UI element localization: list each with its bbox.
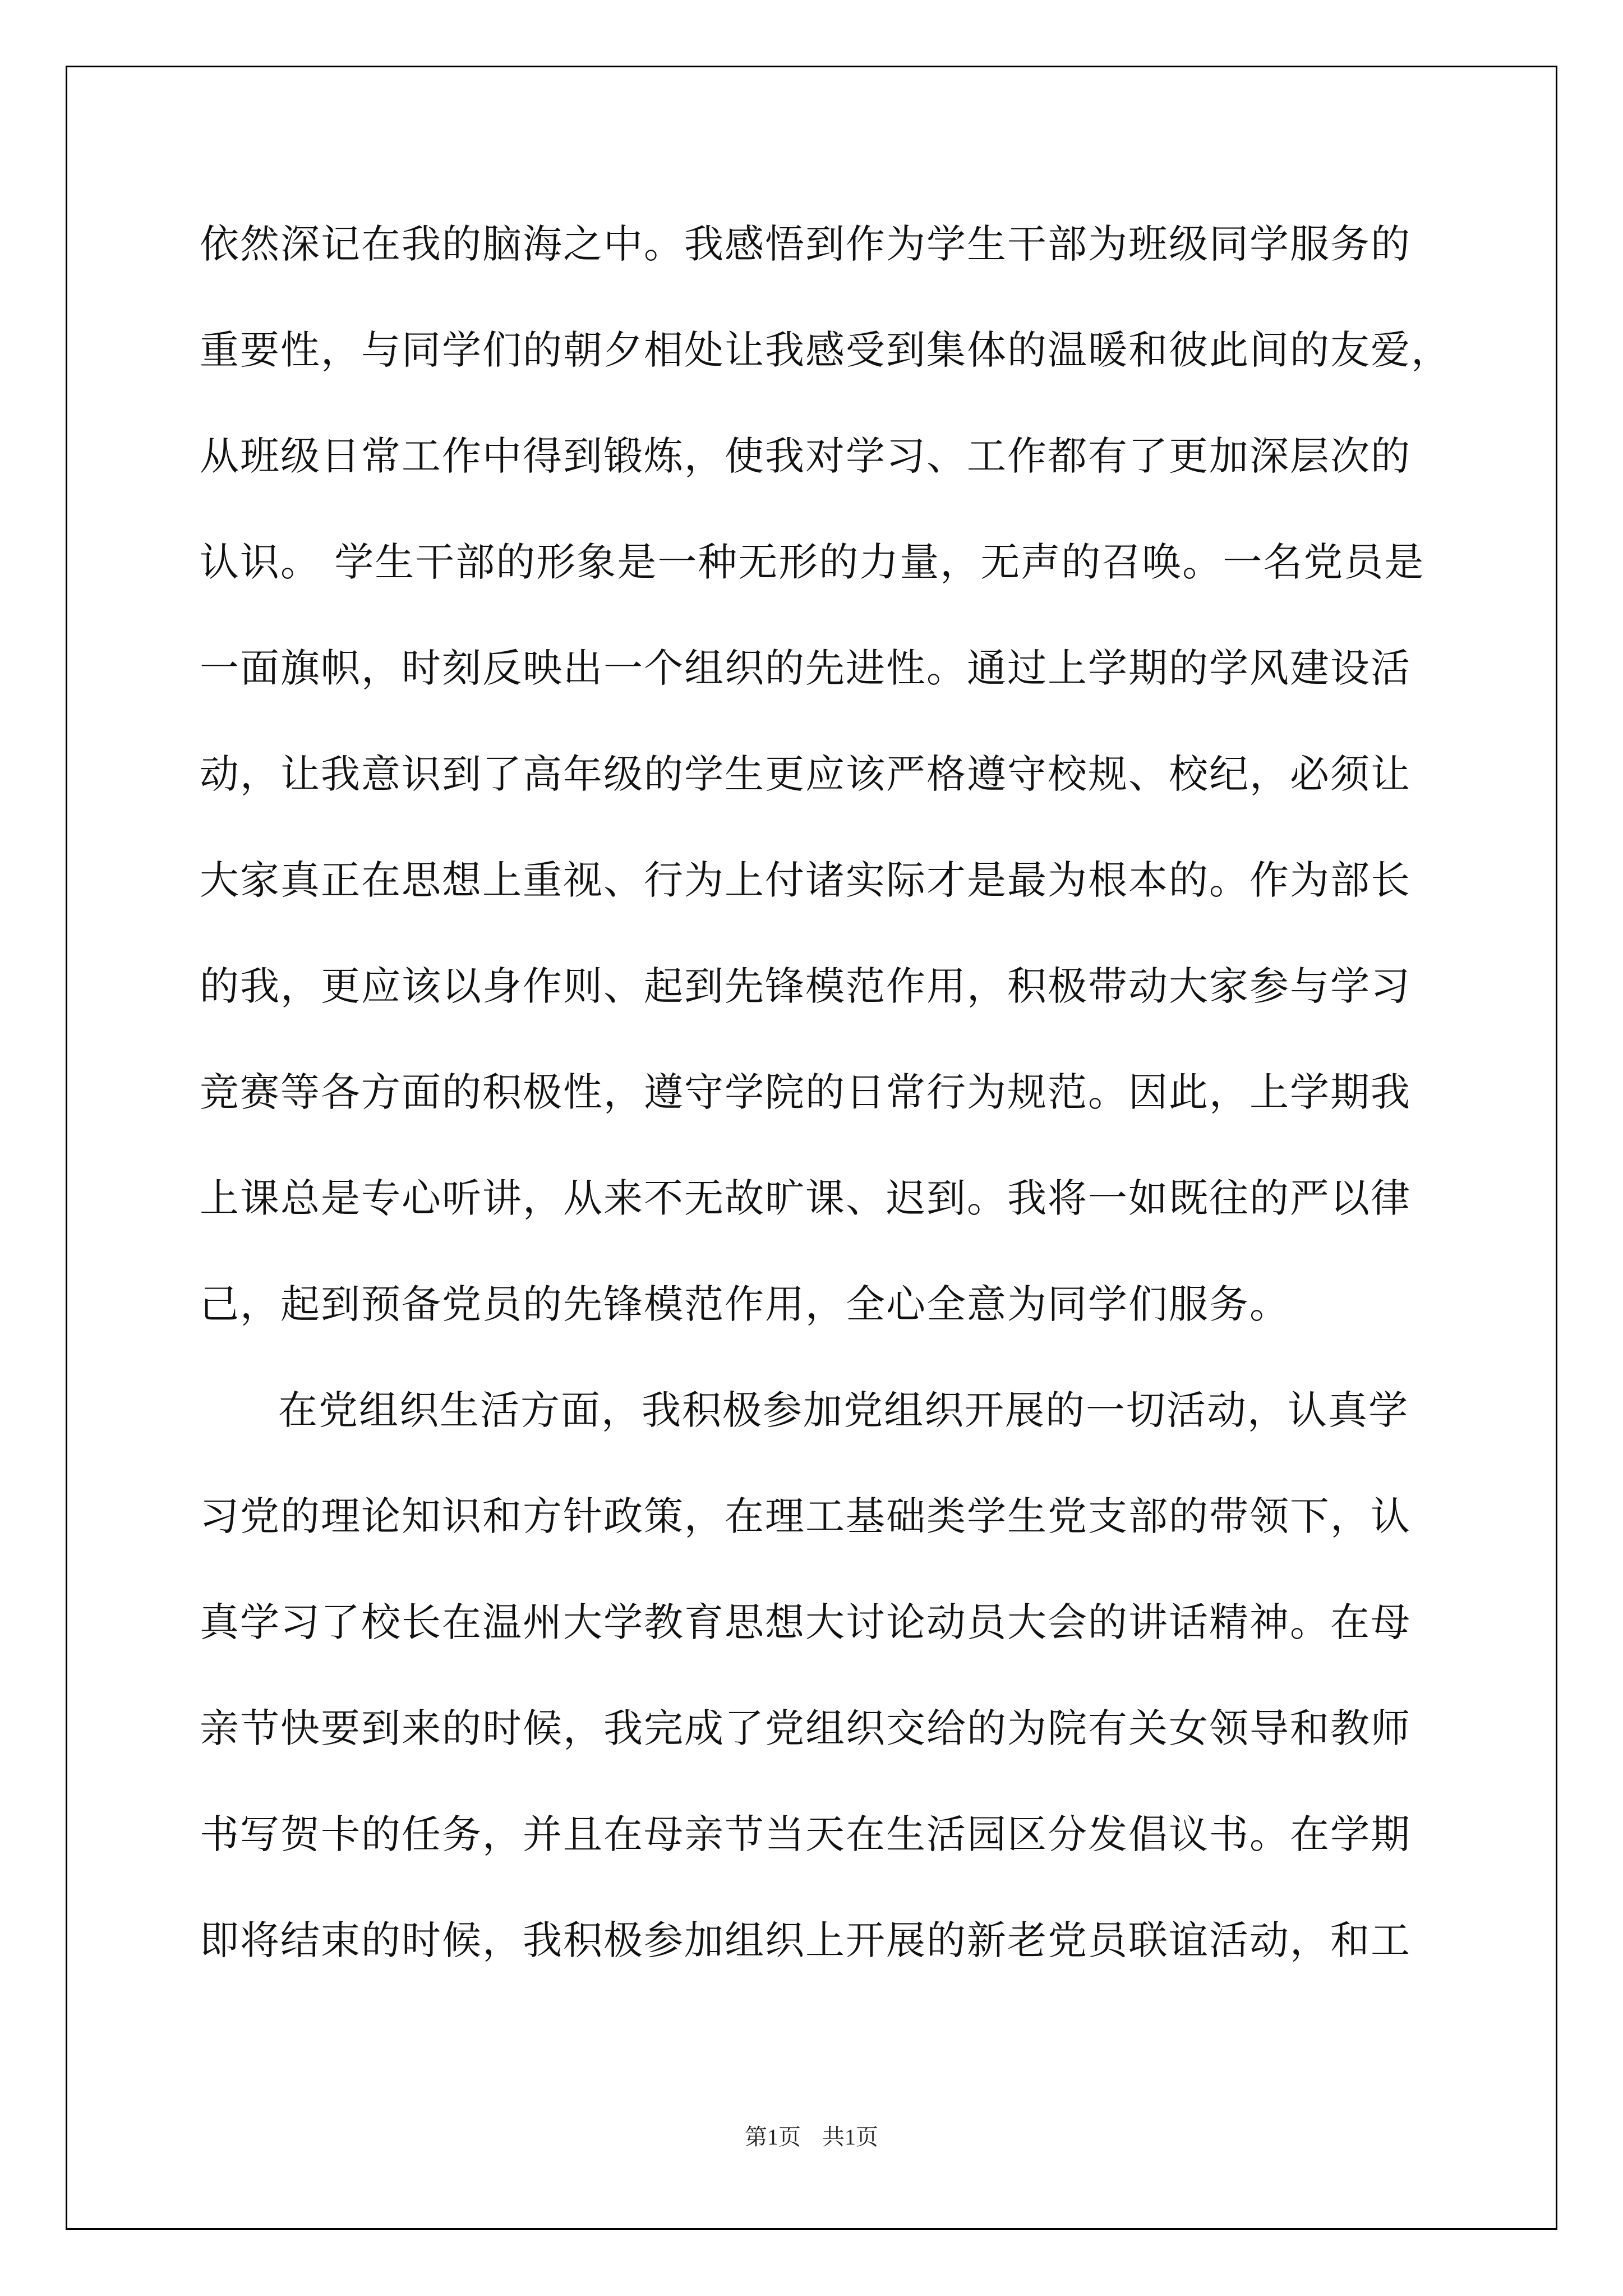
text-line: 依然深记在我的脑海之中。我感悟到作为学生干部为班级同学服务的 xyxy=(200,221,1411,267)
document-body xyxy=(200,216,1451,2018)
text-line: 竞赛等各方面的积极性，遵守学院的日常行为规范。因此，上学期我 xyxy=(200,1069,1411,1115)
text-line: 真学习了校长在温州大学教育思想大讨论动员大会的讲话精神。在母 xyxy=(200,1599,1411,1645)
text-line: 己，起到预备党员的先锋模范作用，全心全意为同学们服务。 xyxy=(200,1281,1290,1327)
text-line: 上课总是专心听讲，从来不无故旷课、迟到。我将一如既往的严以律 xyxy=(200,1175,1411,1221)
text-line: 亲节快要到来的时候，我完成了党组织交给的为院有关女领导和教师 xyxy=(200,1705,1411,1751)
text-line: 的我，更应该以身作则、起到先锋模范作用，积极带动大家参与学习 xyxy=(200,963,1411,1009)
page-total: 共1页 xyxy=(822,2124,878,2150)
text-line-indented: 在党组织生活方面，我积极参加党组织开展的一切活动，认真学 xyxy=(278,1387,1409,1433)
text-line: 从班级日常工作中得到锻炼，使我对学习、工作都有了更加深层次的 xyxy=(200,433,1411,479)
page-footer xyxy=(0,2119,1623,2151)
text-line: 书写贺卡的任务，并且在母亲节当天在生活园区分发倡议书。在学期 xyxy=(200,1811,1411,1857)
text-line: 习党的理论知识和方针政策，在理工基础类学生党支部的带领下，认 xyxy=(200,1493,1411,1539)
text-line: 认识。 学生干部的形象是一种无形的力量，无声的召唤。一名党员是 xyxy=(200,539,1425,585)
text-line: 大家真正在思想上重视、行为上付诸实际才是最为根本的。作为部长 xyxy=(200,857,1411,903)
text-line: 即将结束的时候，我积极参加组织上开展的新老党员联谊活动，和工 xyxy=(200,1917,1411,1963)
text-line: 一面旗帜，时刻反映出一个组织的先进性。通过上学期的学风建设活 xyxy=(200,645,1411,691)
page-number: 第1页 xyxy=(745,2124,801,2150)
text-line: 动，让我意识到了高年级的学生更应该严格遵守校规、校纪，必须让 xyxy=(200,751,1411,797)
text-line: 重要性，与同学们的朝夕相处让我感受到集体的温暖和彼此间的友爱， xyxy=(200,327,1451,373)
